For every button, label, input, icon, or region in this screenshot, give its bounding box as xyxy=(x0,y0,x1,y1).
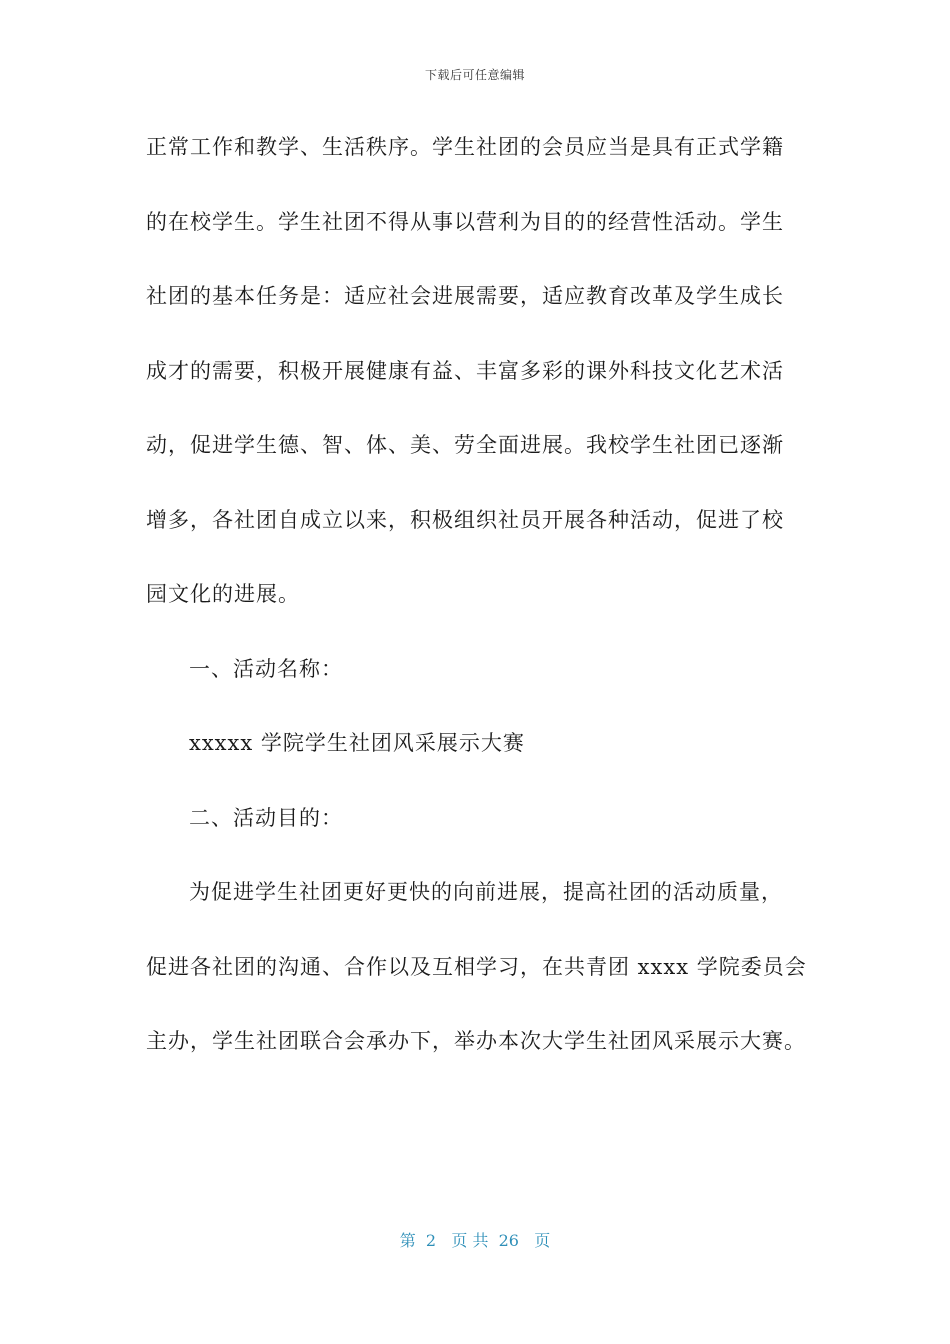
page-header-note: 下载后可任意编辑 xyxy=(424,68,525,82)
paragraph-line: 园文化的进展。 xyxy=(146,582,300,606)
paragraph-line: 社团的基本任务是：适应社会进展需要，适应教育改革及学生成长 xyxy=(146,284,784,308)
paragraph-line: 动，促进学生德、智、体、美、劳全面进展。我校学生社团已逐渐 xyxy=(146,433,784,457)
paragraph-line: 正常工作和教学、生活秩序。学生社团的会员应当是具有正式学籍 xyxy=(146,135,784,159)
paragraph-line: 主办，学生社团联合会承办下，举办本次大学生社团风采展示大赛。 xyxy=(146,1029,806,1053)
paragraph-line: 成才的需要，积极开展健康有益、丰富多彩的课外科技文化艺术活 xyxy=(146,358,784,383)
page-number-footer: 第 2 页 共 26 页 xyxy=(399,1231,551,1250)
activity-name-value: xxxxx 学院学生社团风采展示大赛 xyxy=(189,731,525,755)
paragraph-line: 增多，各社团自成立以来，积极组织社员开展各种活动，促进了校 xyxy=(146,507,784,532)
section-heading-activity-purpose: 二、活动目的： xyxy=(189,805,343,830)
paragraph-line: 的在校学生。学生社团不得从事以营利为目的的经营性活动。学生 xyxy=(146,209,784,234)
paragraph-line: 促进各社团的沟通、合作以及互相学习，在共青团 xxxx 学院委员会 xyxy=(146,954,807,979)
paragraph-line: 为促进学生社团更好更快的向前进展，提高社团的活动质量， xyxy=(189,880,783,904)
section-heading-activity-name: 一、活动名称： xyxy=(189,656,343,681)
document-body xyxy=(146,127,806,1096)
